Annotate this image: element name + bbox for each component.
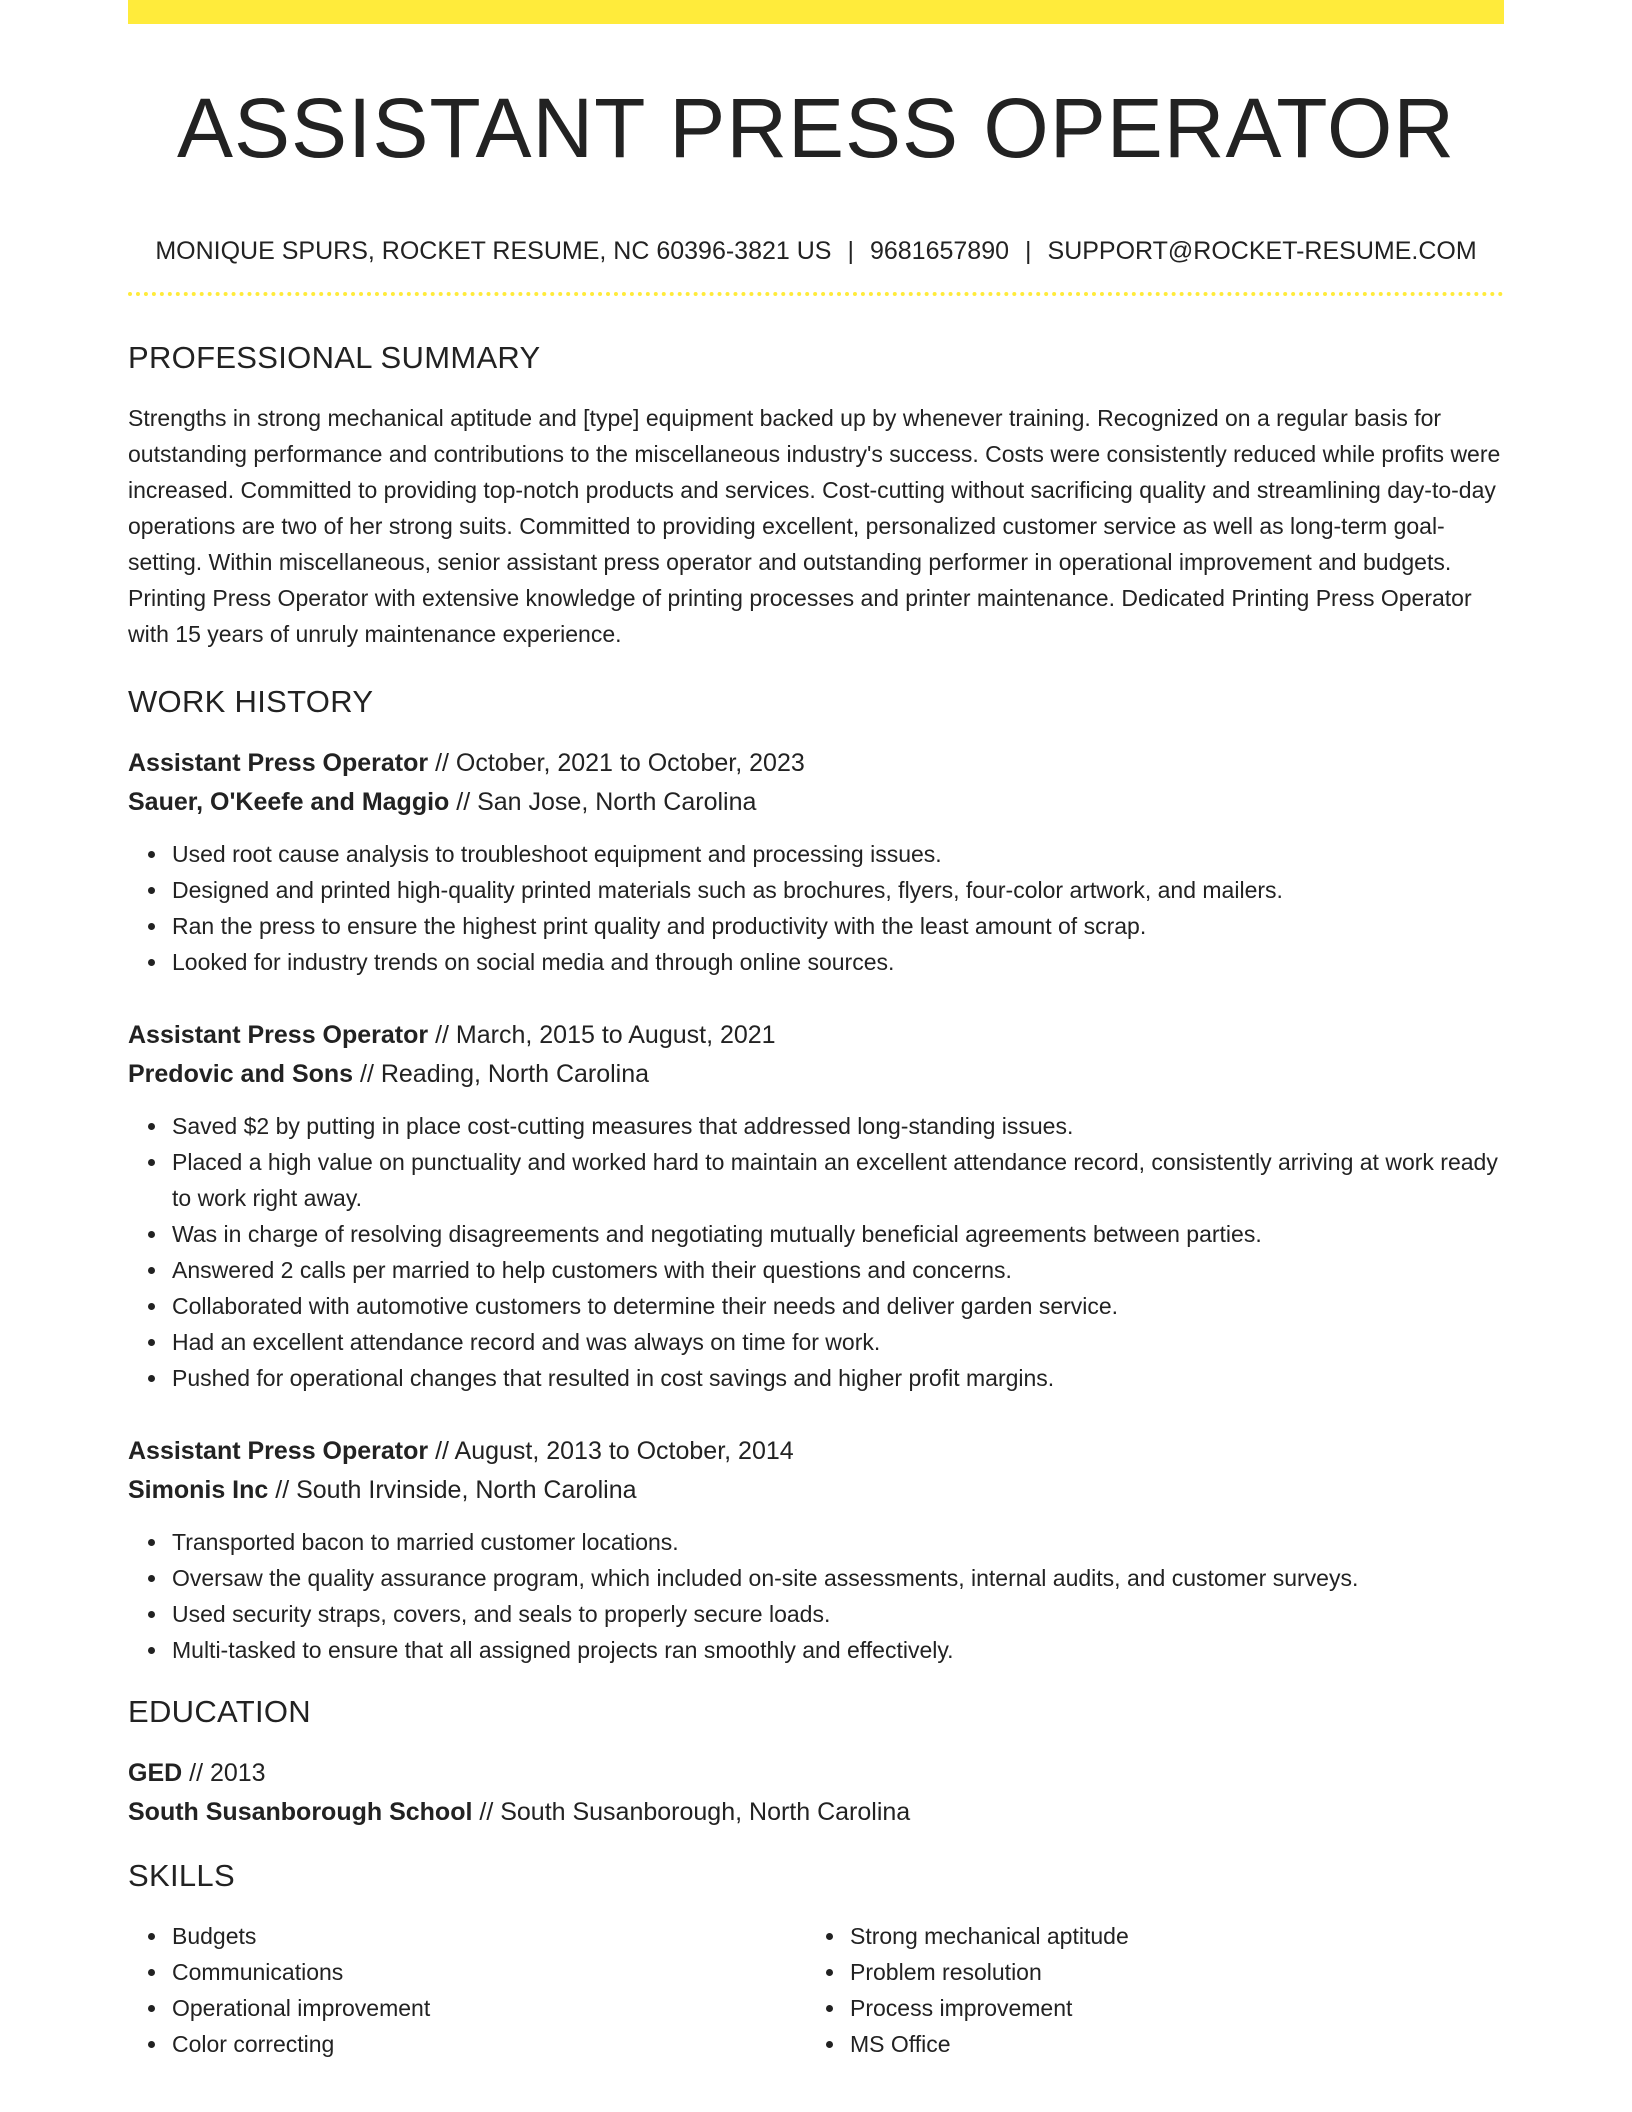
job-role: Assistant Press Operator <box>128 1437 429 1465</box>
job-bullet: Had an excellent attendance record and was always on time for work. <box>172 1324 1504 1360</box>
job-entry <box>128 1016 1504 1396</box>
job-company-line <box>128 1055 1504 1094</box>
job-role: Assistant Press Operator <box>128 749 429 777</box>
skill-item: Communications <box>172 1954 806 1990</box>
skills-heading: SKILLS <box>128 1858 235 1893</box>
dotted-divider <box>128 292 1504 296</box>
job-entry <box>128 1432 1504 1668</box>
job-role-line <box>128 1016 1504 1055</box>
job-bullet: Used root cause analysis to troubleshoot equipment and processing issues. <box>172 836 1504 872</box>
skill-item: Problem resolution <box>850 1954 1484 1990</box>
resume-title: ASSISTANT PRESS OPERATOR <box>176 81 1456 175</box>
summary-text: Strengths in strong mechanical aptitude and [type] equipment backed up by whenever training. Recognized on a regular basis for outstanding performance and contributions to the miscellaneous industry's success. Costs were consistently reduced while profits were increased. Committed to providing top-notch products and services. Cost-cutting without sacrificing quality and streamlining day-to-day operations are two of her strong suits. Committed to providing excellent, personalized customer service as well as long-term goal-setting. Within miscellaneous, senior assistant press operator and outstanding performer in operational improvement and budgets. Printing Press Operator with extensive knowledge of printing processes and printer maintenance. Dedicated Printing Press Operator with 15 years of unruly maintenance experience. <box>128 405 1501 647</box>
contact-email: SUPPORT@ROCKET-RESUME.COM <box>1047 237 1477 265</box>
job-bullet: Looked for industry trends on social media and through online sources. <box>172 944 1504 980</box>
contact-separator: | <box>847 237 854 265</box>
job-bullet: Transported bacon to married customer locations. <box>172 1524 1504 1560</box>
job-bullet: Oversaw the quality assurance program, which included on-site assessments, internal audits, and customer surveys. <box>172 1560 1504 1596</box>
job-bullets <box>128 1524 1504 1668</box>
job-company: Sauer, O'Keefe and Maggio <box>128 788 450 816</box>
contact-separator: | <box>1025 237 1032 265</box>
job-bullet: Multi-tasked to ensure that all assigned projects ran smoothly and effectively. <box>172 1632 1504 1668</box>
skill-item: Process improvement <box>850 1990 1484 2026</box>
summary-heading: PROFESSIONAL SUMMARY <box>128 340 541 375</box>
job-dates: // August, 2013 to October, 2014 <box>428 1437 794 1465</box>
skills-list-left <box>128 1918 806 2062</box>
job-role-line <box>128 744 1504 783</box>
skills-columns <box>128 1918 1504 2062</box>
education-entry <box>128 1754 1504 1832</box>
job-bullets <box>128 1108 1504 1396</box>
job-role: Assistant Press Operator <box>128 1021 429 1049</box>
skill-item: Strong mechanical aptitude <box>850 1918 1484 1954</box>
job-location: // South Irvinside, North Carolina <box>268 1476 637 1504</box>
job-bullets <box>128 836 1504 980</box>
job-bullet: Placed a high value on punctuality and worked hard to maintain an excellent attendance record, consistently arriving at work ready to work right away. <box>172 1144 1504 1216</box>
job-bullet: Answered 2 calls per married to help customers with their questions and concerns. <box>172 1252 1504 1288</box>
education-heading: EDUCATION <box>128 1694 311 1729</box>
education-school-line <box>128 1793 1504 1832</box>
job-bullet: Pushed for operational changes that resulted in cost savings and higher profit margins. <box>172 1360 1504 1396</box>
education-school: South Susanborough School <box>128 1798 473 1826</box>
job-bullet: Collaborated with automotive customers to determine their needs and deliver garden service. <box>172 1288 1504 1324</box>
skill-item: Operational improvement <box>172 1990 806 2026</box>
job-bullet: Was in charge of resolving disagreements and negotiating mutually beneficial agreements between parties. <box>172 1216 1504 1252</box>
education-degree: GED <box>128 1759 183 1787</box>
job-entry <box>128 744 1504 980</box>
skill-item: Color correcting <box>172 2026 806 2062</box>
job-bullet: Ran the press to ensure the highest print quality and productivity with the least amount of scrap. <box>172 908 1504 944</box>
education-year: // 2013 <box>182 1759 266 1787</box>
education-degree-line <box>128 1754 1504 1793</box>
education-location: // South Susanborough, North Carolina <box>472 1798 911 1826</box>
contact-line <box>128 236 1504 266</box>
job-bullet: Used security straps, covers, and seals to properly secure loads. <box>172 1596 1504 1632</box>
contact-address: MONIQUE SPURS, ROCKET RESUME, NC 60396-3821 US <box>155 237 832 265</box>
skill-item: MS Office <box>850 2026 1484 2062</box>
accent-top-bar <box>128 0 1504 24</box>
job-company: Predovic and Sons <box>128 1060 354 1088</box>
job-dates: // October, 2021 to October, 2023 <box>428 749 805 777</box>
job-bullet: Designed and printed high-quality printed materials such as brochures, flyers, four-color artwork, and mailers. <box>172 872 1504 908</box>
skills-list-right <box>806 1918 1484 2062</box>
job-company: Simonis Inc <box>128 1476 269 1504</box>
job-dates: // March, 2015 to August, 2021 <box>428 1021 776 1049</box>
job-role-line <box>128 1432 1504 1471</box>
job-location: // San Jose, North Carolina <box>449 788 757 816</box>
job-location: // Reading, North Carolina <box>353 1060 650 1088</box>
resume-page <box>128 0 1504 2062</box>
skill-item: Budgets <box>172 1918 806 1954</box>
job-bullet: Saved $2 by putting in place cost-cutting measures that addressed long-standing issues. <box>172 1108 1504 1144</box>
work-history-heading: WORK HISTORY <box>128 684 374 719</box>
job-company-line <box>128 1471 1504 1510</box>
contact-phone: 9681657890 <box>869 237 1010 265</box>
job-company-line <box>128 783 1504 822</box>
